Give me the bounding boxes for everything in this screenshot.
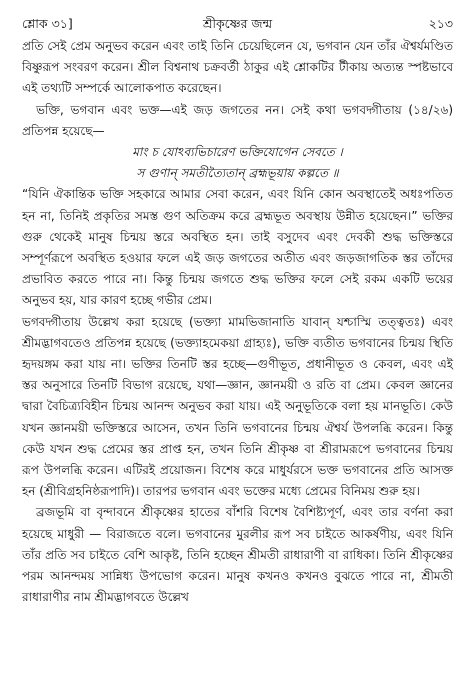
verse-number: শ্লোক ৩১] <box>22 16 73 31</box>
page-number: ২১৩ <box>428 16 453 31</box>
paragraph: প্রতি সেই প্রেম অনুভব করেন এবং তাই তিনি চেয়েছিলেন যে, ভগবান যেন তাঁর ঐশ্বর্যমণ্ডিত বিষ্ণুরূপ সংবরণ করেন। শ্রীল বিশ্বনাথ চক্রবর্তী ঠাকুর এই শ্লোকটির টীকায় অত্যন্ত স্পষ্টভাবে এই তথ্যটি সম্পর্কে আলোকপাত করেছেন। <box>22 39 453 96</box>
paragraph: ব্রজভূমি বা বৃন্দাবনে শ্রীকৃষ্ণের হাতের বাঁশরি বিশেষ বৈশিষ্ট্যপূর্ণ, এবং তার বর্ণনা করা হয়েছে মাধুরী — বিরাজতে বলে। ভগবানের মুরলীর রূপ সব চাইতে আকর্ষণীয়, এবং যিনি তাঁর প্রতি সব চাইতে বেশি আকৃষ্ট, তিনি হচ্ছেন শ্রীমতী রাধারাণী বা রাধিকা। তিনি শ্রীকৃষ্ণের পরম আনন্দময় সান্নিধ্য উপভোগ করেন। মানুষ কখনও কখনও বুঝতে পারে না, শ্রীমতী রাধারাণীর নাম শ্রীমদ্ভাগবতে উল্লেখ <box>22 505 453 605</box>
paragraph: ভক্তি, ভগবান এবং ভক্ত—এই জড় জগতের নন। সেই কথা ভগবদ্গীতায় (১৪/২৬) প্রতিপন্ন হয়েছে— <box>22 102 453 138</box>
verse-line: স গুণান্ সমতীত্যৈতান্ ব্রহ্মভূয়ায় কল্পতে ॥ <box>136 166 339 181</box>
paragraph: ভগবদ্গীতায় উল্লেখ করা হয়েছে (ভক্ত্যা মামভিজানাতি যাবান্ যশ্চাস্মি তত্ত্বতঃ) এবং শ্রীমদ্ভাগবতেও প্রতিপন্ন হয়েছে (ভক্ত্যাহমেকয়া গ্রাহ্যঃ), ভক্তি ব্যতীত ভগবানের চিন্ময় স্থিতি হৃদয়ঙ্গম করা যায় না। ভক্তির তিনটি স্তর হচ্ছে—গুণীভূত, প্রধানীভূত ও কেবল, এবং এই স্তর অনুসারে তিনটি বিভাগ রয়েছে, যথা—জ্ঞান, জ্ঞানময়ী ও রতি বা প্রেম। কেবল জ্ঞানের দ্বারা বৈচিত্র্যবিহীন চিন্ময় আনন্দ অনুভব করা যায়। এই অনুভূতিকে বলা হয় মানভূতি। কেউ যখন জ্ঞানময়ী ভক্তিস্তরে আসেন, তখন তিনি ভগবানের চিন্ময় ঐশ্বর্য উপলব্ধি করেন। কিন্তু কেউ যখন শুদ্ধ প্রেমের স্তর প্রাপ্ত হন, তখন তিনি শ্রীকৃষ্ণ বা শ্রীরামরূপে ভগবানের চিন্ময় রূপ উপলব্ধি করেন। এটিরই প্রয়োজন। বিশেষ করে মাধুর্যরসে ভক্ত ভগবানের প্রতি আসক্ত হন (শ্রীবিগ্রহনিষ্ঠরূপাদি)। তারপর ভগবান এবং ভক্তের মধ্যে প্রেমের বিনিময় শুরু হয়। <box>22 314 453 499</box>
chapter-title: শ্রীকৃষ্ণের জন্ম <box>202 16 273 31</box>
verse-line: মাং চ যোঽব্যভিচারেণ ভক্তিযোগেন সেবতে । <box>132 145 343 160</box>
page-body <box>22 36 453 608</box>
paragraph: “যিনি ঐকান্তিক ভক্তি সহকারে আমার সেবা করেন, এবং যিনি কোন অবস্থাতেই অধঃপতিত হন না, তিনিই প্রকৃতির সমস্ত গুণ অতিক্রম করে ব্রহ্মভূত অবস্থায় উন্নীত হয়েছেন।” ভক্তির গুরু থেকেই মানুষ চিন্ময় স্তরে অবস্থিত হন। তাই বসুদেব এবং দেবকী শুদ্ধ ভক্তিস্তরে সম্পূর্ণরূপে অবস্থিত হওয়ার ফলে এই জড় জগতের অতীত এবং জড়জাগতিক স্তর তাঁদের প্রভাবিত করতে পারে না। কিন্তু চিন্ময় জগতে শুদ্ধ ভক্তির ফলে সেই রকম একটি ভয়ের অনুভব হয়, যার কারণ হচ্ছে গভীর প্রেম। <box>22 187 453 308</box>
page-header <box>22 10 453 36</box>
sanskrit-verse <box>22 142 453 184</box>
